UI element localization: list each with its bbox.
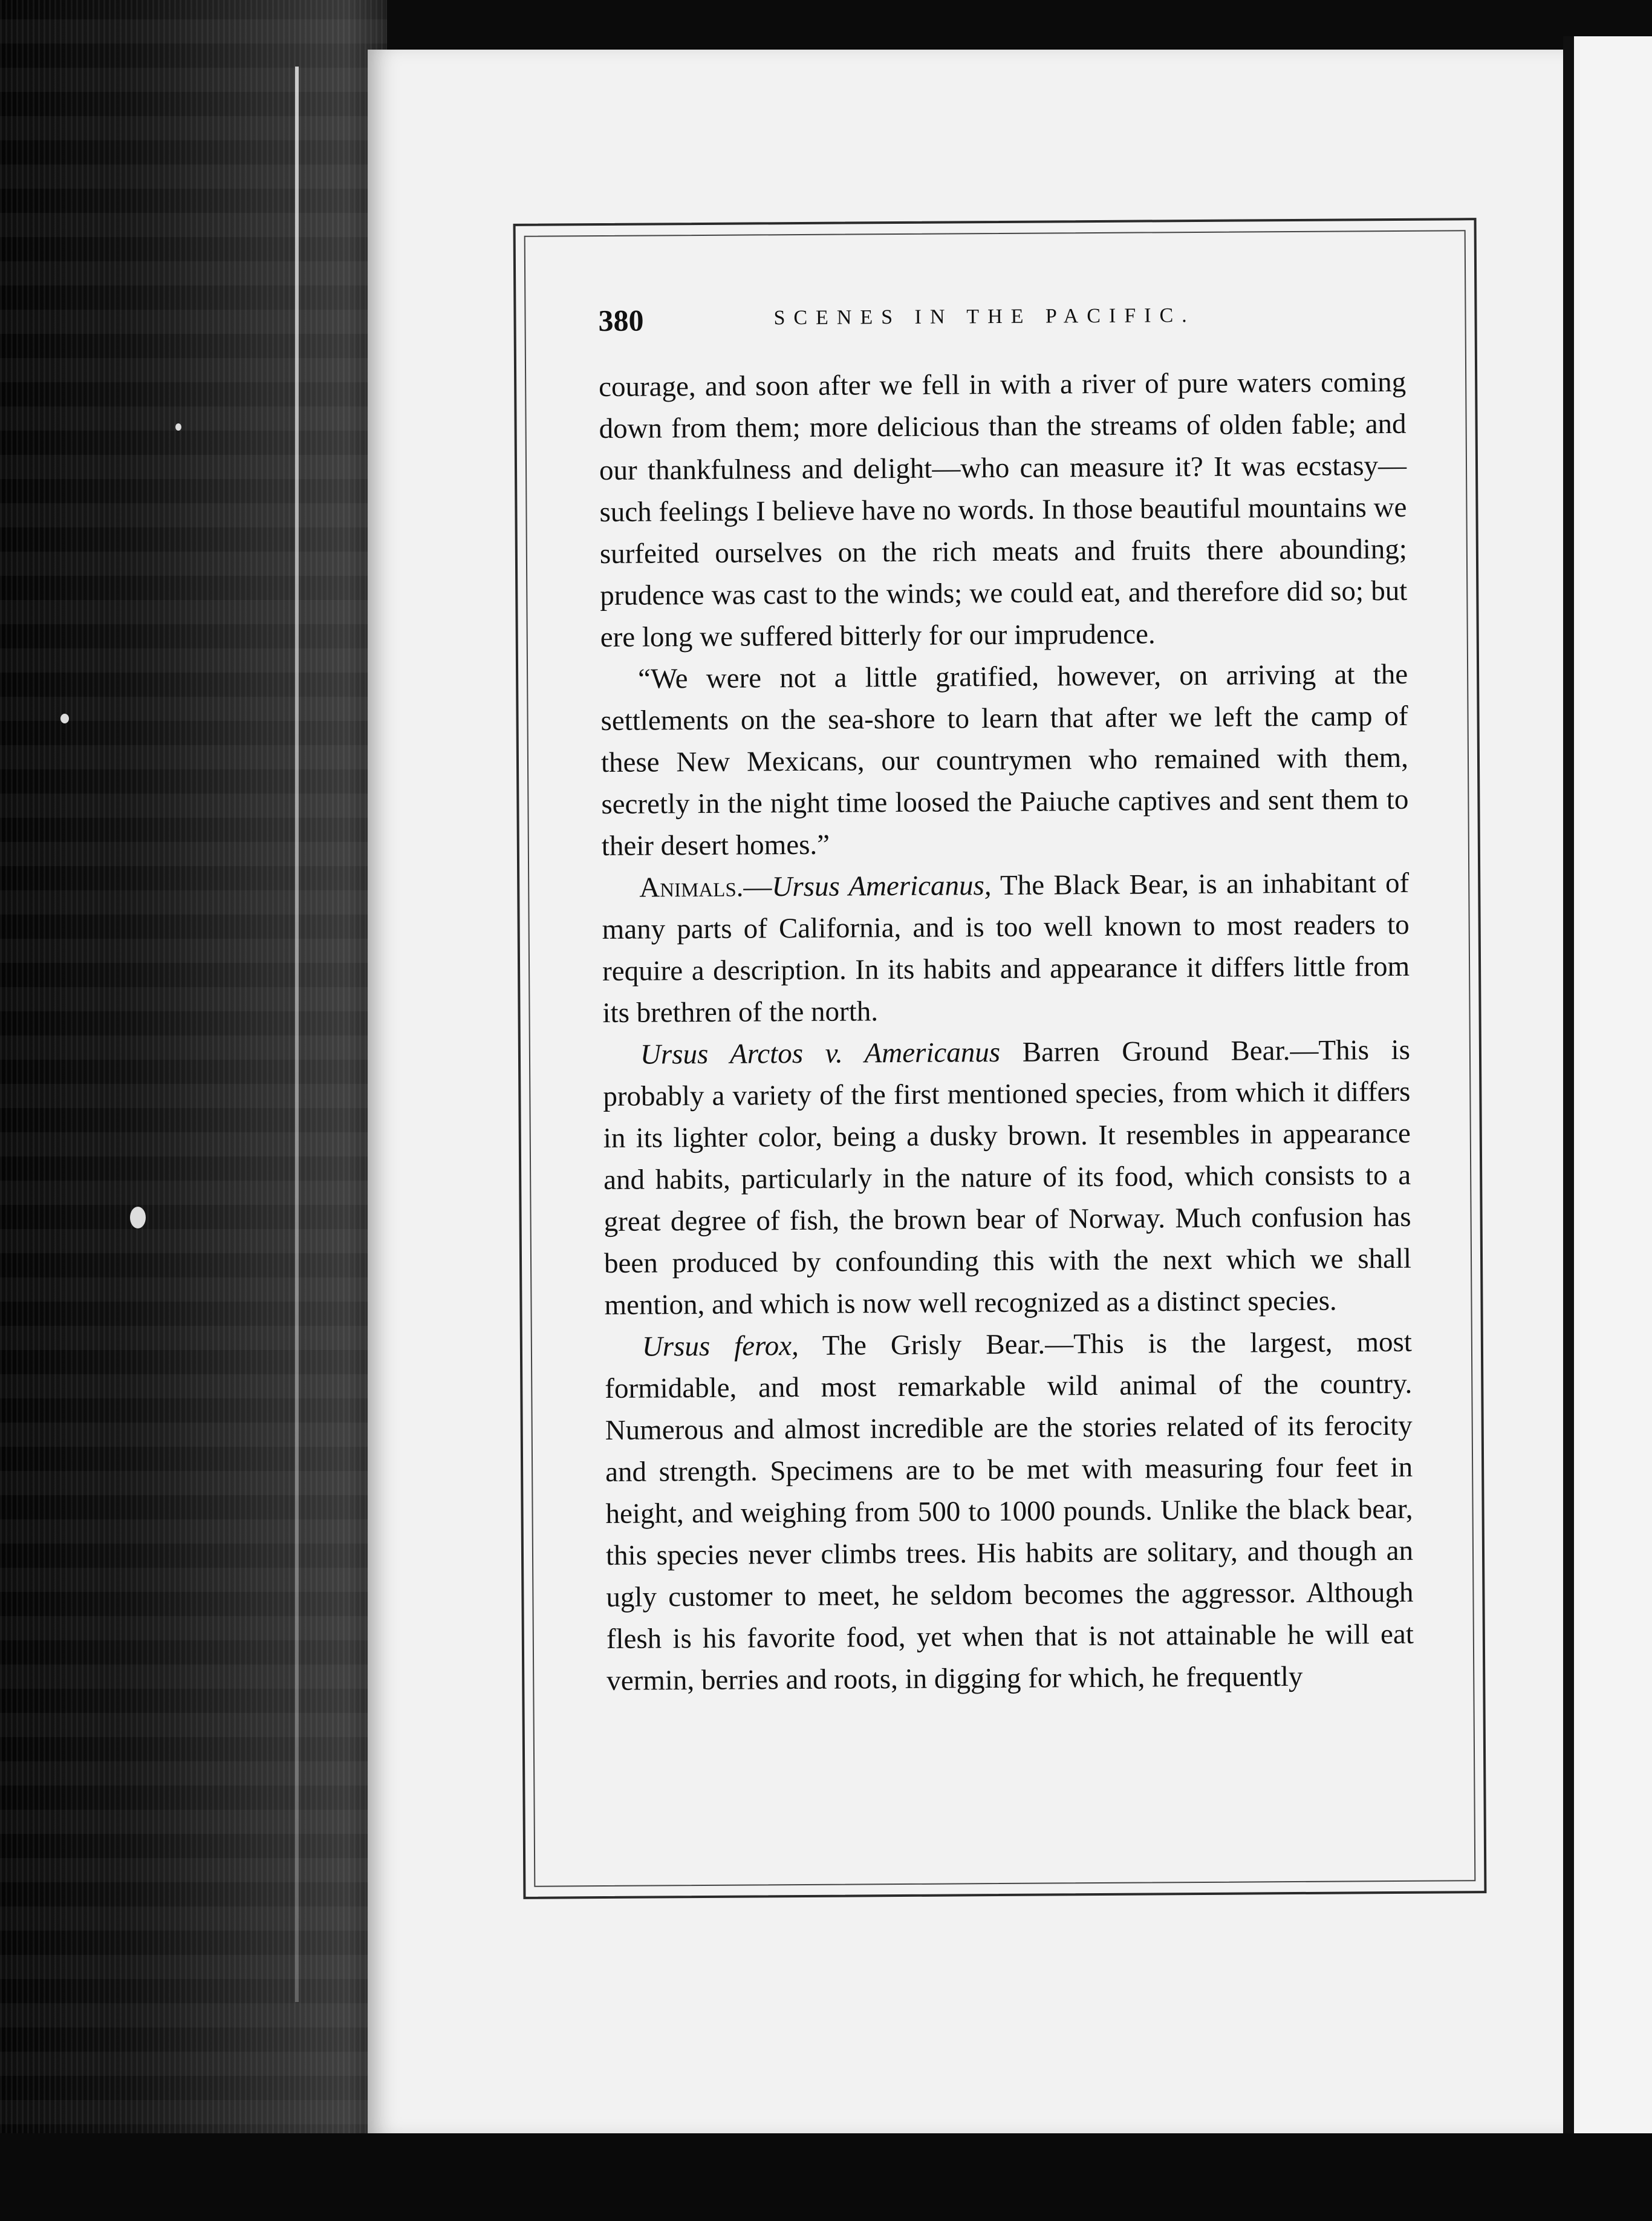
- paragraph-text: The Grisly Bear.—This is the largest, most formidable, and most remarkable wild animal of the country. Numerous and almost incredible are the stories related of its ferocity and strength. Specimens are to be met with measuring four feet in height, and weighing from 500 to 1000 pounds. Unlike the black bear, this species never climbs trees. His habits are solitary, and though an ugly customer to meet, he seldom becomes the aggressor. Although flesh is his favorite food, yet when that is not attainable he will eat vermin, berries and roots, in digging for which, he frequently: [605, 1326, 1414, 1697]
- running-head: SCENES IN THE PACIFIC.: [773, 304, 1195, 330]
- dust-speck: [130, 1207, 146, 1228]
- dust-speck: [175, 423, 181, 431]
- text-frame-inner: [524, 230, 1476, 1887]
- page-header: [598, 298, 1392, 345]
- species-name: Ursus Americanus,: [772, 870, 992, 903]
- scan-bottom-border: [0, 2133, 1652, 2221]
- section-dash: —: [743, 871, 772, 903]
- page-number: 380: [598, 303, 644, 338]
- page-gutter-line: [295, 67, 299, 2002]
- paragraph: [603, 1029, 1412, 1326]
- paragraph: [602, 863, 1410, 1034]
- paragraph-text: Barren Ground Bear.—This is probably a variety of the first mentioned species, from which it differs in its lighter color, being a dusky brown. It resembles in appearance and habits, particularly in the nature of its food, which consists to a great degree of fish, the brown bear of Norway. Much confusion has been produced by confounding this with the next which we shall mention, and which is now well recognized as a distinct species.: [603, 1034, 1412, 1322]
- paragraph: [600, 654, 1409, 867]
- body-text: [599, 362, 1414, 1702]
- paragraph: [605, 1322, 1414, 1702]
- species-name: Ursus ferox,: [642, 1330, 799, 1363]
- dust-speck: [60, 714, 69, 723]
- species-name: Ursus Arctos v. Americanus: [640, 1036, 1001, 1071]
- paragraph-text: The Black Bear, is an inhabitant of many parts of California, and is too well known to most readers to require a description. In its habits and appearance it differs little from its brethren of the north.: [602, 867, 1410, 1029]
- paragraph-text: courage, and soon after we fell in with a river of pure waters coming down from them; more delicious than the streams of olden fable; and our thankfulness and delight—who can measure it? It was ecstasy—such feelings I believe have no words. In those beautiful mountains we surfeited ourselves on the rich meats and fruits there abounding; prudence was cast to the winds; we could eat, and therefore did so; but ere long we suffered bitterly for our imprudence.: [599, 366, 1408, 654]
- book-edge-shadow: [0, 0, 387, 2221]
- facing-page-edge: [1563, 36, 1652, 2135]
- section-lead: Animals.: [639, 871, 744, 904]
- paragraph-text: “We were not a little gratified, however, on arriving at the settlements on the sea-shore to learn that after we left the camp of these New Mexicans, our countrymen who remained with them, secretly in the night time loosed the Paiuche captives and sent them to their desert homes.”: [600, 658, 1409, 863]
- text-frame: [513, 218, 1487, 1899]
- paragraph: [599, 362, 1408, 659]
